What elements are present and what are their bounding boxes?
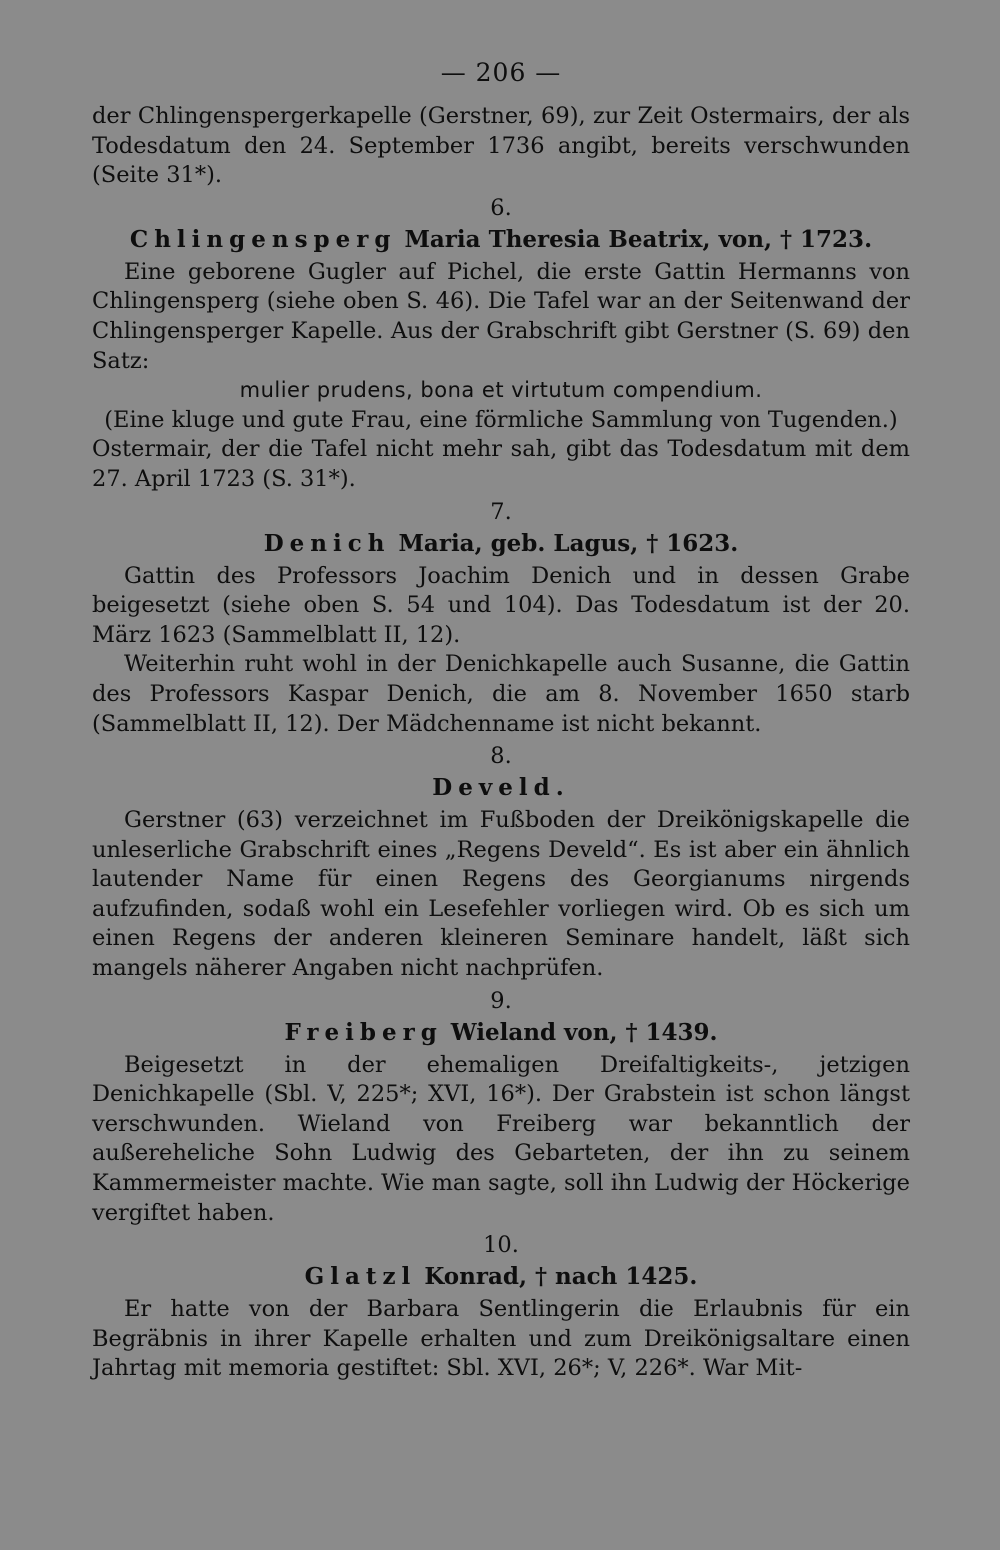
entry-number: 8.	[490, 743, 512, 770]
entry-6	[92, 193, 910, 495]
entry-surname: Glatzl	[304, 1263, 417, 1291]
entry-paragraph: Gattin des Professors Joachim Denich und in dessen Grabe beigesetzt (siehe oben S. 54 und 104). Das Todesdatum ist der 20. März 1623 (Sammelblatt II, 12).	[92, 562, 910, 648]
entry-number: 6.	[490, 194, 512, 221]
entry-paragraph: Eine geborene Gugler auf Pichel, die erste Gattin Hermanns von Chlingensperg (siehe oben S. 46). Die Tafel war an der Seitenwand der Chlingensperger Kapelle. Aus der Grabschrift gibt Gerstner (S. 69) den Satz:	[92, 258, 910, 374]
entry-surname: Denich	[263, 529, 391, 557]
entry-paragraph: Weiterhin ruht wohl in der Denichkapelle auch Susanne, die Gattin des Professors Kaspar Denich, die am 8. November 1650 starb (Sammelblatt II, 12). Der Mädchenname ist nicht bekannt.	[92, 651, 910, 737]
entry-paragraph: Ostermair, der die Tafel nicht mehr sah, gibt das Todesdatum mit dem 27. April 1723 (S. 31*).	[92, 436, 910, 492]
entry-heading	[92, 1017, 910, 1049]
entry-heading	[92, 1261, 910, 1293]
entry-heading-rest: Wieland von, † 1439.	[442, 1018, 718, 1046]
entry-7	[92, 497, 910, 740]
entry-number: 9.	[490, 987, 512, 1014]
entry-heading-rest: Maria Theresia Beatrix, von, † 1723.	[396, 225, 873, 253]
entry-number: 7.	[490, 498, 512, 525]
entry-heading	[92, 528, 910, 560]
entry-surname: Develd.	[432, 774, 570, 802]
entry-surname: Freiberg	[284, 1018, 443, 1046]
latin-quote: mulier prudens, bona et virtutum compendium.	[239, 378, 763, 403]
entry-paragraph: Gerstner (63) verzeichnet im Fußboden der Dreikönigskapelle die unleserliche Grabschrift eines „Regens Develd“. Es ist aber ein ähnlich lautender Name für einen Regens des Georgianums nirgends aufzufinden, sodaß wohl ein Lesefehler vorliegen wird. Ob es sich um einen Regens der anderen kleineren Seminare handelt, läßt sich mangels näherer Angaben nicht nachprüfen.	[92, 807, 910, 982]
entry-9	[92, 986, 910, 1229]
entry-paragraph: Beigesetzt in der ehemaligen Dreifaltigkeits-, jetzigen Denichkapelle (Sbl. V, 225*; XVI, 16*). Der Grabstein ist schon längst verschwunden. Wieland von Freiberg war bekanntlich der außereheliche Sohn Ludwig des Gebarteten, der ihn zu seinem Kammermeister machte. Wie man sagte, soll ihn Ludwig der Höckerige vergiftet haben.	[92, 1051, 910, 1226]
intro-paragraph: der Chlingenspergerkapelle (Gerstner, 69), zur Zeit Ostermairs, der als Todesdatum den 24. September 1736 angibt, bereits verschwunden (Seite 31*).	[92, 103, 910, 189]
entry-8	[92, 741, 910, 984]
entry-heading	[92, 224, 910, 256]
entry-paragraph: Er hatte von der Barbara Sentlingerin die Erlaubnis für ein Begräbnis in ihrer Kapelle erhalten und zum Dreikönigsaltare einen Jahrtag mit memoria gestiftet: Sbl. XVI, 26*; V, 226*. War Mit-	[92, 1296, 910, 1382]
entry-number: 10.	[483, 1232, 519, 1259]
german-translation: (Eine kluge und gute Frau, eine förmliche Sammlung von Tugenden.)	[104, 406, 898, 433]
entry-heading	[92, 772, 910, 804]
page-number: — 206 —	[440, 58, 562, 87]
entry-10	[92, 1230, 910, 1384]
book-page	[92, 58, 910, 1384]
entry-heading-rest: Maria, geb. Lagus, † 1623.	[390, 529, 739, 557]
entry-heading-rest: Konrad, † nach 1425.	[416, 1263, 698, 1291]
entry-surname: Chlingensperg	[129, 225, 397, 253]
